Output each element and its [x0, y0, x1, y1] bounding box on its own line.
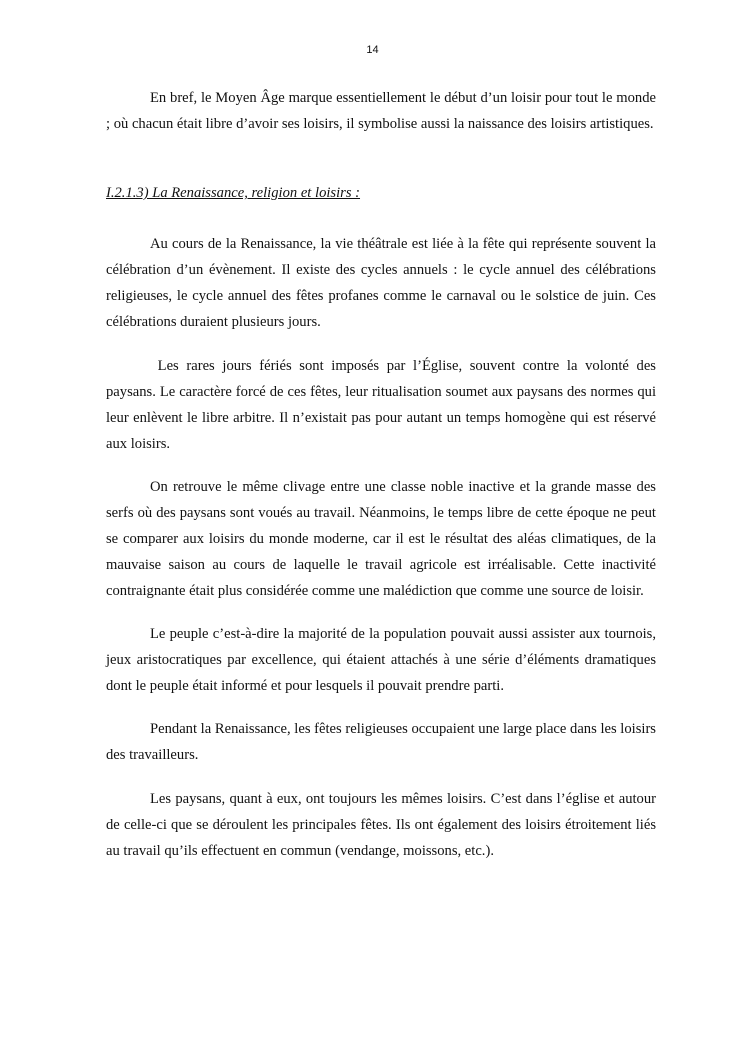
paragraph-moyen-age-conclusion: En bref, le Moyen Âge marque essentiellement le début d’un loisir pour tout le monde ; où chacun était libre d’avoir ses loisirs, il symbolise aussi la naissance des loisirs artistiques. [106, 90, 656, 132]
page-number: 14 [366, 44, 379, 56]
paragraph-fetes-religieuses: Pendant la Renaissance, les fêtes religieuses occupaient une large place dans les loisirs des travailleurs. [106, 721, 656, 763]
paragraph-clivage: On retrouve le même clivage entre une classe noble inactive et la grande masse des serfs où des paysans sont voués au travail. Néanmoins, le temps libre de cette époque ne peut se comparer aux loisirs du monde moderne, car il est le résultat des aléas climatiques, de la mauvaise saison au cours de laquelle le travail agricole est irréalisable. Cette inactivité contraignante était plus considérée comme une malédiction que comme une source de loisir. [106, 479, 656, 599]
paragraph-tournois: Le peuple c’est-à-dire la majorité de la population pouvait aussi assister aux tournois, jeux aristocratiques par excellence, qui étaient attachés à une série d’éléments dramatiques dont le peuple était informé et pour lesquels il pouvait prendre parti. [106, 626, 656, 694]
paragraph-renaissance-theatre: Au cours de la Renaissance, la vie théâtrale est liée à la fête qui représente souvent la célébration d’un évènement. Il existe des cycles annuels : le cycle annuel des célébrations religieuses, le cycle annuel des fêtes profanes comme le carnaval ou le solstice de juin. Ces célébrations duraient plusieurs jours. [106, 236, 656, 330]
paragraph-jours-feries: Les rares jours fériés sont imposés par l’Église, souvent contre la volonté des paysans. Le caractère forcé de ces fêtes, leur ritualisation soumet aux paysans des normes qui leur enlèvent le libre arbitre. Il n’existait pas pour autant un temps homogène qui est réservé aux loisirs. [106, 358, 660, 452]
paragraph-paysans: Les paysans, quant à eux, ont toujours les mêmes loisirs. C’est dans l’église et autour de celle-ci que se déroulent les principales fêtes. Ils ont également des loisirs étroitement liés au travail qu’ils effectuent en commun (vendange, moissons, etc.). [106, 791, 656, 859]
section-heading: I.2.1.3) La Renaissance, religion et loisirs : [106, 185, 361, 201]
